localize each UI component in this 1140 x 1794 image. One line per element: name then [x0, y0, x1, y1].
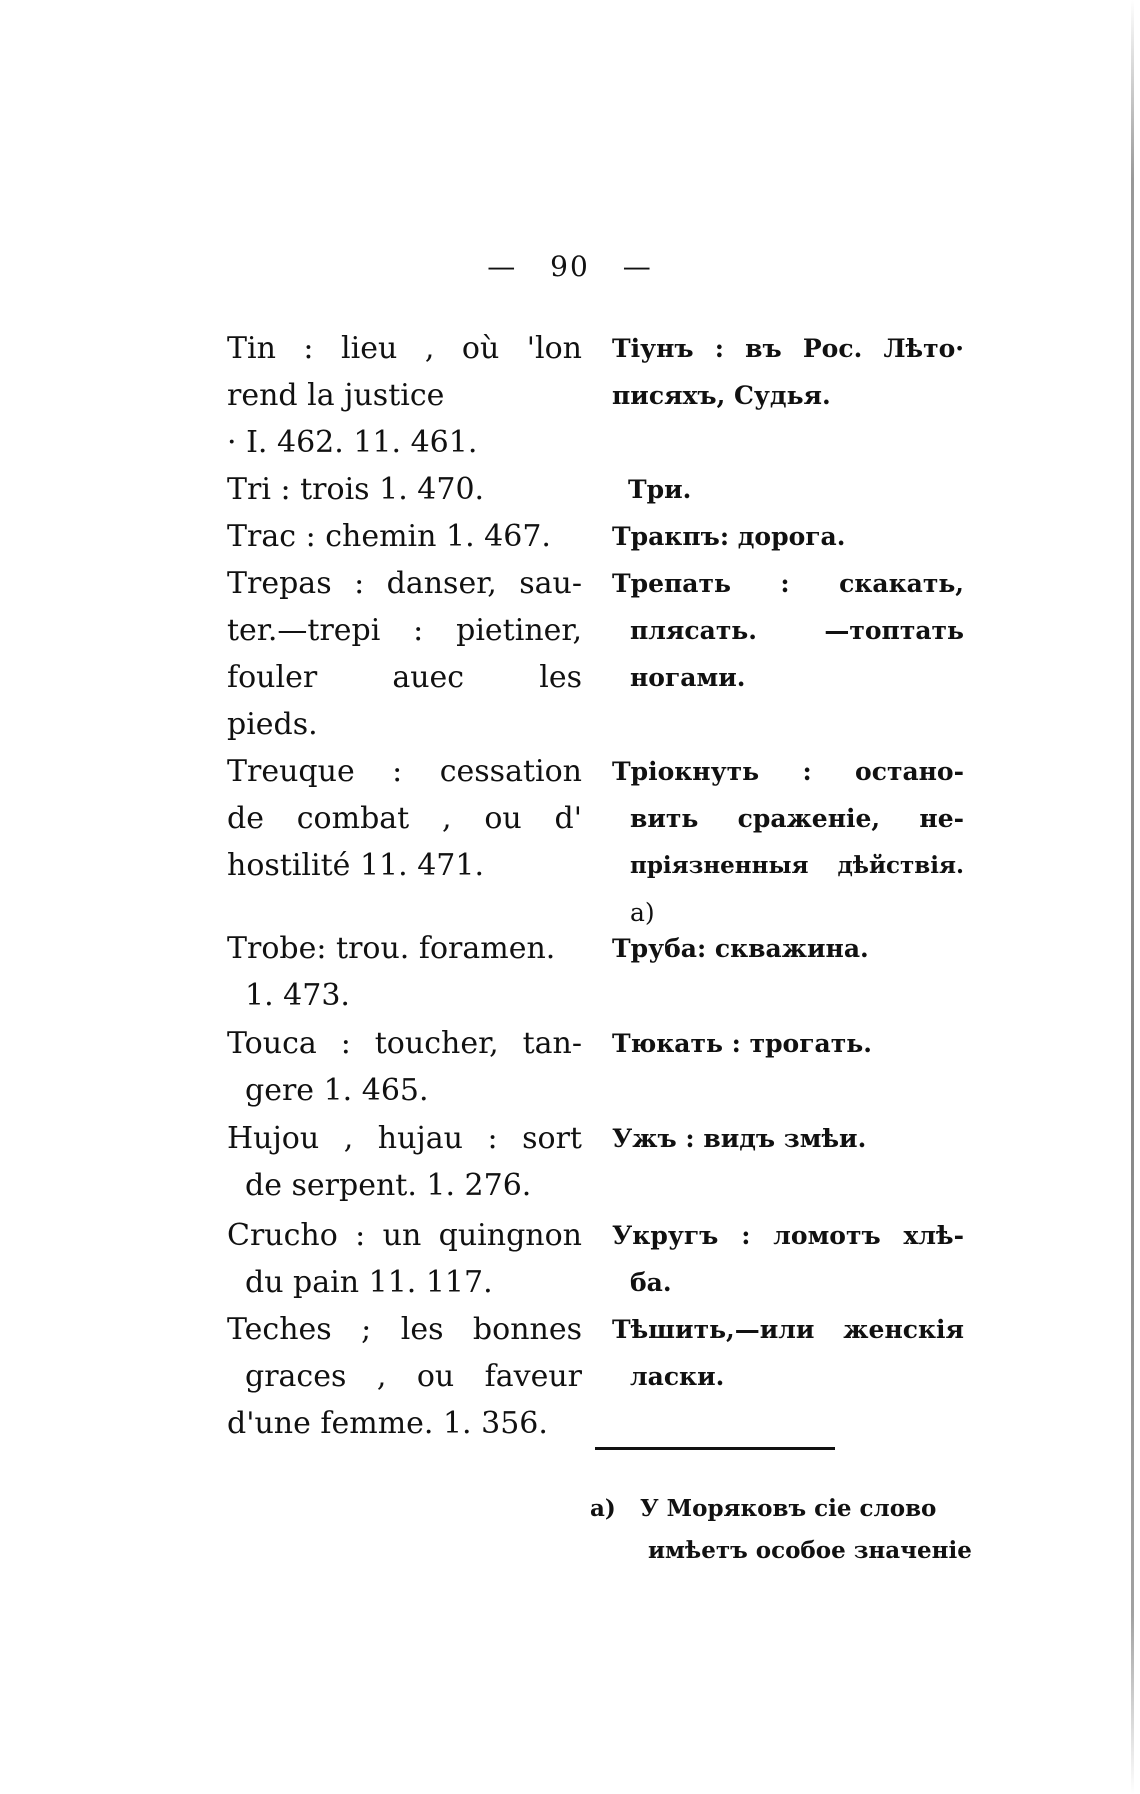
french-line: Touca : toucher, tan- — [227, 1026, 582, 1061]
russian-line: Ужъ : видъ змѣи. — [612, 1124, 867, 1153]
russian-line: плясать. —топтать — [630, 616, 964, 645]
french-line: du pain 11. 117. — [245, 1265, 493, 1300]
footnote-reference: a) — [630, 898, 655, 927]
russian-line: писяхъ, Судья. — [612, 381, 831, 410]
footnote — [590, 1488, 970, 1572]
russian-entry — [612, 1306, 964, 1400]
russian-line: вить сраженіе, не- — [630, 804, 964, 833]
footnote-rule — [595, 1447, 835, 1450]
french-line: gere 1. 465. — [245, 1073, 429, 1108]
russian-entry — [612, 1212, 964, 1306]
french-line: de combat , ou d' — [227, 801, 582, 836]
french-line: Treuque : cessation — [227, 754, 582, 789]
russian-line: Тюкать : трогать. — [612, 1029, 872, 1058]
french-line: hostilité 11. 471. — [227, 848, 485, 883]
footnote-line: У Моряковъ сіе слово — [640, 1495, 937, 1522]
footnote-mark: a) — [590, 1495, 616, 1522]
french-line: rend la justice — [227, 378, 445, 413]
russian-entry — [612, 925, 964, 972]
russian-line: Труба: скважина. — [612, 934, 869, 963]
french-line: d'une femme. 1. 356. — [227, 1406, 548, 1441]
russian-line: Тіунъ : въ Рос. Лѣто· — [612, 334, 964, 363]
footnote-line: имѣетъ особое значеніе — [648, 1537, 972, 1564]
russian-line: ногами. — [630, 663, 746, 692]
french-line: fouler auec les — [227, 660, 582, 695]
french-line: Trepas : danser, sau- — [227, 566, 582, 601]
french-line: pieds. — [227, 707, 318, 742]
french-line: · I. 462. 11. 461. — [227, 425, 478, 460]
french-entry — [227, 1306, 582, 1447]
russian-line: Укругъ : ломотъ хлѣ- — [612, 1221, 964, 1250]
page-number: 90 — [550, 250, 590, 283]
french-line: Tri : trois 1. 470. — [227, 472, 485, 507]
page-header — [0, 250, 1140, 283]
french-line: 1. 473. — [245, 978, 350, 1013]
russian-entry — [612, 1115, 964, 1162]
french-entry — [227, 1212, 582, 1306]
russian-line: пріязненныя дѣйствія. — [630, 852, 964, 879]
russian-entry — [628, 466, 980, 513]
french-line: Tin : lieu , où 'lon — [227, 331, 582, 366]
french-entry — [227, 748, 582, 889]
russian-line: Тракпъ: дорога. — [612, 522, 846, 551]
french-line: Teches ; les bonnes — [227, 1312, 582, 1347]
russian-entry — [612, 513, 964, 560]
russian-entry — [612, 325, 964, 419]
russian-line: Трепать : скакать, — [612, 569, 964, 598]
french-entry — [227, 925, 582, 1019]
russian-line: Тѣшить,—или женскія — [612, 1315, 964, 1344]
french-entry — [227, 1115, 582, 1209]
french-entry — [227, 1020, 582, 1114]
header-dash-left: — — [487, 250, 518, 283]
french-entry — [227, 560, 582, 748]
french-line: ter.—trepi : pietiner, — [227, 613, 582, 648]
french-line: graces , ou faveur — [245, 1359, 582, 1394]
header-dash-right: — — [622, 250, 653, 283]
french-entry — [227, 513, 582, 560]
french-line: Trobe: trou. foramen. — [227, 931, 556, 966]
russian-line: ласки. — [630, 1362, 725, 1391]
russian-line: Три. — [628, 475, 692, 504]
french-entry — [227, 325, 582, 466]
russian-entry — [612, 560, 964, 701]
russian-entry — [612, 748, 964, 936]
french-line: Trac : chemin 1. 467. — [227, 519, 551, 554]
russian-entry — [612, 1020, 964, 1067]
french-entry — [227, 466, 582, 513]
french-line: Hujou , hujau : sort — [227, 1121, 582, 1156]
russian-line: ба. — [630, 1268, 672, 1297]
french-line: Crucho : un quingnon — [227, 1218, 582, 1253]
russian-line: Тріокнуть : остано- — [612, 757, 964, 786]
french-line: de serpent. 1. 276. — [245, 1168, 532, 1203]
